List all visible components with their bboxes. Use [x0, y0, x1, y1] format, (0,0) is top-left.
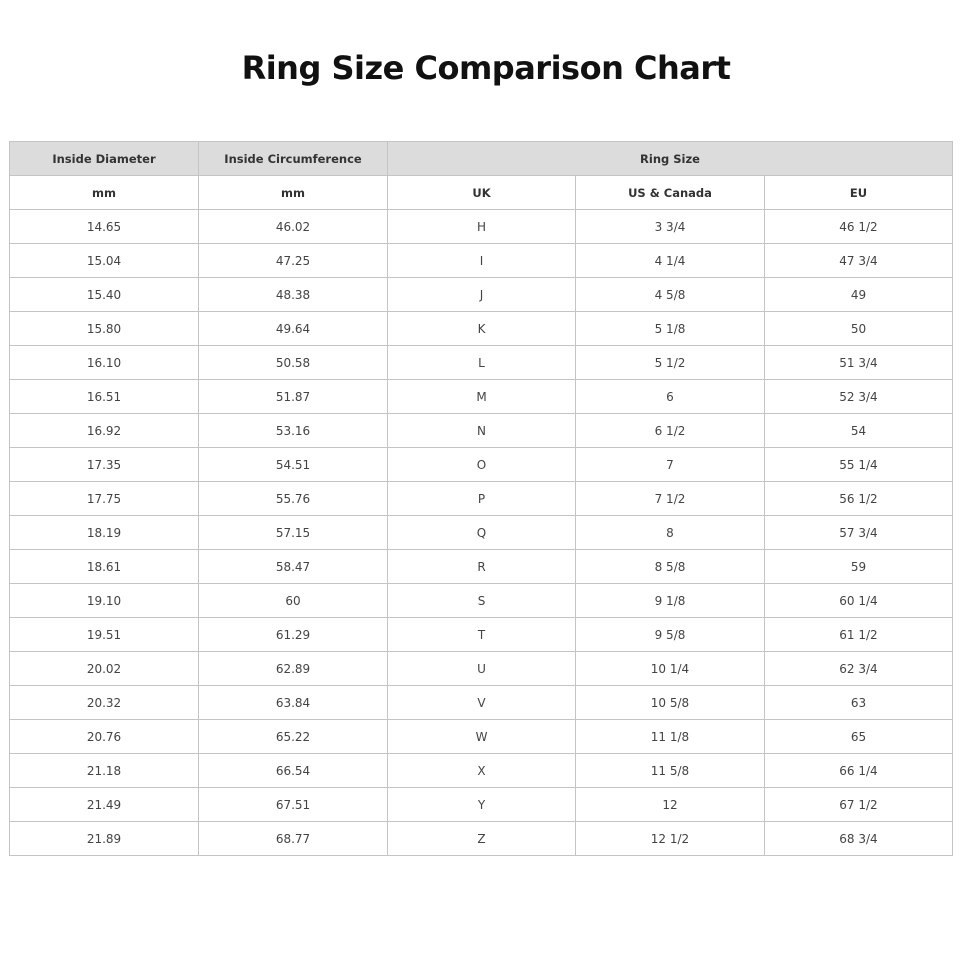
table-row: [10, 584, 953, 618]
cell-inside-circumference: 58.47: [199, 550, 388, 584]
header-inside-circumference: Inside Circumference: [199, 142, 388, 176]
cell-uk-size: J: [388, 278, 576, 312]
table-row: [10, 516, 953, 550]
cell-us-canada-size: 12 1/2: [576, 822, 765, 856]
cell-inside-diameter: 16.10: [10, 346, 199, 380]
cell-us-canada-size: 9 1/8: [576, 584, 765, 618]
cell-inside-circumference: 62.89: [199, 652, 388, 686]
table-row: [10, 244, 953, 278]
cell-inside-circumference: 54.51: [199, 448, 388, 482]
cell-inside-diameter: 19.10: [10, 584, 199, 618]
table-row: [10, 754, 953, 788]
cell-eu-size: 63: [765, 686, 953, 720]
cell-inside-diameter: 15.40: [10, 278, 199, 312]
table-row: [10, 210, 953, 244]
cell-uk-size: M: [388, 380, 576, 414]
cell-eu-size: 47 3/4: [765, 244, 953, 278]
cell-us-canada-size: 3 3/4: [576, 210, 765, 244]
cell-inside-circumference: 53.16: [199, 414, 388, 448]
cell-us-canada-size: 7 1/2: [576, 482, 765, 516]
cell-eu-size: 60 1/4: [765, 584, 953, 618]
cell-eu-size: 55 1/4: [765, 448, 953, 482]
table-row: [10, 380, 953, 414]
cell-eu-size: 49: [765, 278, 953, 312]
cell-us-canada-size: 11 5/8: [576, 754, 765, 788]
table-body: [10, 210, 953, 856]
cell-inside-diameter: 21.89: [10, 822, 199, 856]
cell-inside-circumference: 66.54: [199, 754, 388, 788]
table-row: [10, 720, 953, 754]
cell-inside-diameter: 20.32: [10, 686, 199, 720]
cell-us-canada-size: 4 1/4: [576, 244, 765, 278]
header-ring-size: Ring Size: [388, 142, 953, 176]
unit-header-row: [10, 176, 953, 210]
cell-us-canada-size: 11 1/8: [576, 720, 765, 754]
cell-eu-size: 54: [765, 414, 953, 448]
cell-eu-size: 65: [765, 720, 953, 754]
cell-inside-circumference: 46.02: [199, 210, 388, 244]
cell-uk-size: V: [388, 686, 576, 720]
table-row: [10, 312, 953, 346]
cell-inside-diameter: 15.80: [10, 312, 199, 346]
cell-inside-circumference: 55.76: [199, 482, 388, 516]
cell-eu-size: 50: [765, 312, 953, 346]
cell-eu-size: 61 1/2: [765, 618, 953, 652]
cell-inside-diameter: 21.49: [10, 788, 199, 822]
cell-eu-size: 51 3/4: [765, 346, 953, 380]
cell-inside-diameter: 19.51: [10, 618, 199, 652]
table-row: [10, 788, 953, 822]
cell-inside-diameter: 15.04: [10, 244, 199, 278]
cell-inside-circumference: 48.38: [199, 278, 388, 312]
cell-uk-size: T: [388, 618, 576, 652]
cell-uk-size: W: [388, 720, 576, 754]
cell-us-canada-size: 10 1/4: [576, 652, 765, 686]
cell-inside-diameter: 16.51: [10, 380, 199, 414]
cell-inside-circumference: 60: [199, 584, 388, 618]
table-row: [10, 618, 953, 652]
cell-inside-diameter: 17.35: [10, 448, 199, 482]
cell-inside-circumference: 63.84: [199, 686, 388, 720]
cell-us-canada-size: 5 1/8: [576, 312, 765, 346]
cell-inside-circumference: 50.58: [199, 346, 388, 380]
cell-us-canada-size: 6: [576, 380, 765, 414]
cell-uk-size: Z: [388, 822, 576, 856]
cell-uk-size: Y: [388, 788, 576, 822]
cell-uk-size: U: [388, 652, 576, 686]
cell-inside-diameter: 14.65: [10, 210, 199, 244]
cell-inside-circumference: 51.87: [199, 380, 388, 414]
cell-us-canada-size: 8: [576, 516, 765, 550]
header-us-canada: US & Canada: [576, 176, 765, 210]
table-row: [10, 550, 953, 584]
cell-inside-diameter: 16.92: [10, 414, 199, 448]
cell-uk-size: L: [388, 346, 576, 380]
cell-us-canada-size: 7: [576, 448, 765, 482]
cell-eu-size: 56 1/2: [765, 482, 953, 516]
cell-eu-size: 66 1/4: [765, 754, 953, 788]
cell-eu-size: 67 1/2: [765, 788, 953, 822]
cell-inside-circumference: 68.77: [199, 822, 388, 856]
cell-inside-diameter: 20.02: [10, 652, 199, 686]
cell-eu-size: 52 3/4: [765, 380, 953, 414]
header-uk: UK: [388, 176, 576, 210]
table-row: [10, 822, 953, 856]
cell-inside-diameter: 18.19: [10, 516, 199, 550]
cell-eu-size: 59: [765, 550, 953, 584]
cell-us-canada-size: 6 1/2: [576, 414, 765, 448]
table-row: [10, 482, 953, 516]
group-header-row: [10, 142, 953, 176]
cell-eu-size: 62 3/4: [765, 652, 953, 686]
cell-uk-size: S: [388, 584, 576, 618]
cell-uk-size: K: [388, 312, 576, 346]
cell-inside-circumference: 49.64: [199, 312, 388, 346]
header-circumference-unit: mm: [199, 176, 388, 210]
table-row: [10, 686, 953, 720]
header-diameter-unit: mm: [10, 176, 199, 210]
cell-us-canada-size: 12: [576, 788, 765, 822]
cell-inside-circumference: 67.51: [199, 788, 388, 822]
cell-uk-size: Q: [388, 516, 576, 550]
cell-uk-size: N: [388, 414, 576, 448]
cell-uk-size: I: [388, 244, 576, 278]
table-row: [10, 652, 953, 686]
cell-us-canada-size: 5 1/2: [576, 346, 765, 380]
cell-uk-size: X: [388, 754, 576, 788]
cell-inside-diameter: 17.75: [10, 482, 199, 516]
cell-eu-size: 68 3/4: [765, 822, 953, 856]
cell-us-canada-size: 8 5/8: [576, 550, 765, 584]
table-row: [10, 448, 953, 482]
cell-inside-circumference: 61.29: [199, 618, 388, 652]
cell-inside-circumference: 65.22: [199, 720, 388, 754]
cell-inside-diameter: 21.18: [10, 754, 199, 788]
header-inside-diameter: Inside Diameter: [10, 142, 199, 176]
cell-us-canada-size: 4 5/8: [576, 278, 765, 312]
cell-inside-diameter: 20.76: [10, 720, 199, 754]
cell-uk-size: O: [388, 448, 576, 482]
cell-uk-size: R: [388, 550, 576, 584]
ring-size-table: [9, 141, 953, 856]
cell-inside-circumference: 57.15: [199, 516, 388, 550]
cell-us-canada-size: 9 5/8: [576, 618, 765, 652]
table-row: [10, 278, 953, 312]
cell-eu-size: 46 1/2: [765, 210, 953, 244]
cell-inside-circumference: 47.25: [199, 244, 388, 278]
table-row: [10, 414, 953, 448]
table-row: [10, 346, 953, 380]
cell-uk-size: P: [388, 482, 576, 516]
cell-uk-size: H: [388, 210, 576, 244]
cell-eu-size: 57 3/4: [765, 516, 953, 550]
header-eu: EU: [765, 176, 953, 210]
cell-us-canada-size: 10 5/8: [576, 686, 765, 720]
cell-inside-diameter: 18.61: [10, 550, 199, 584]
page-title: Ring Size Comparison Chart: [241, 49, 731, 87]
